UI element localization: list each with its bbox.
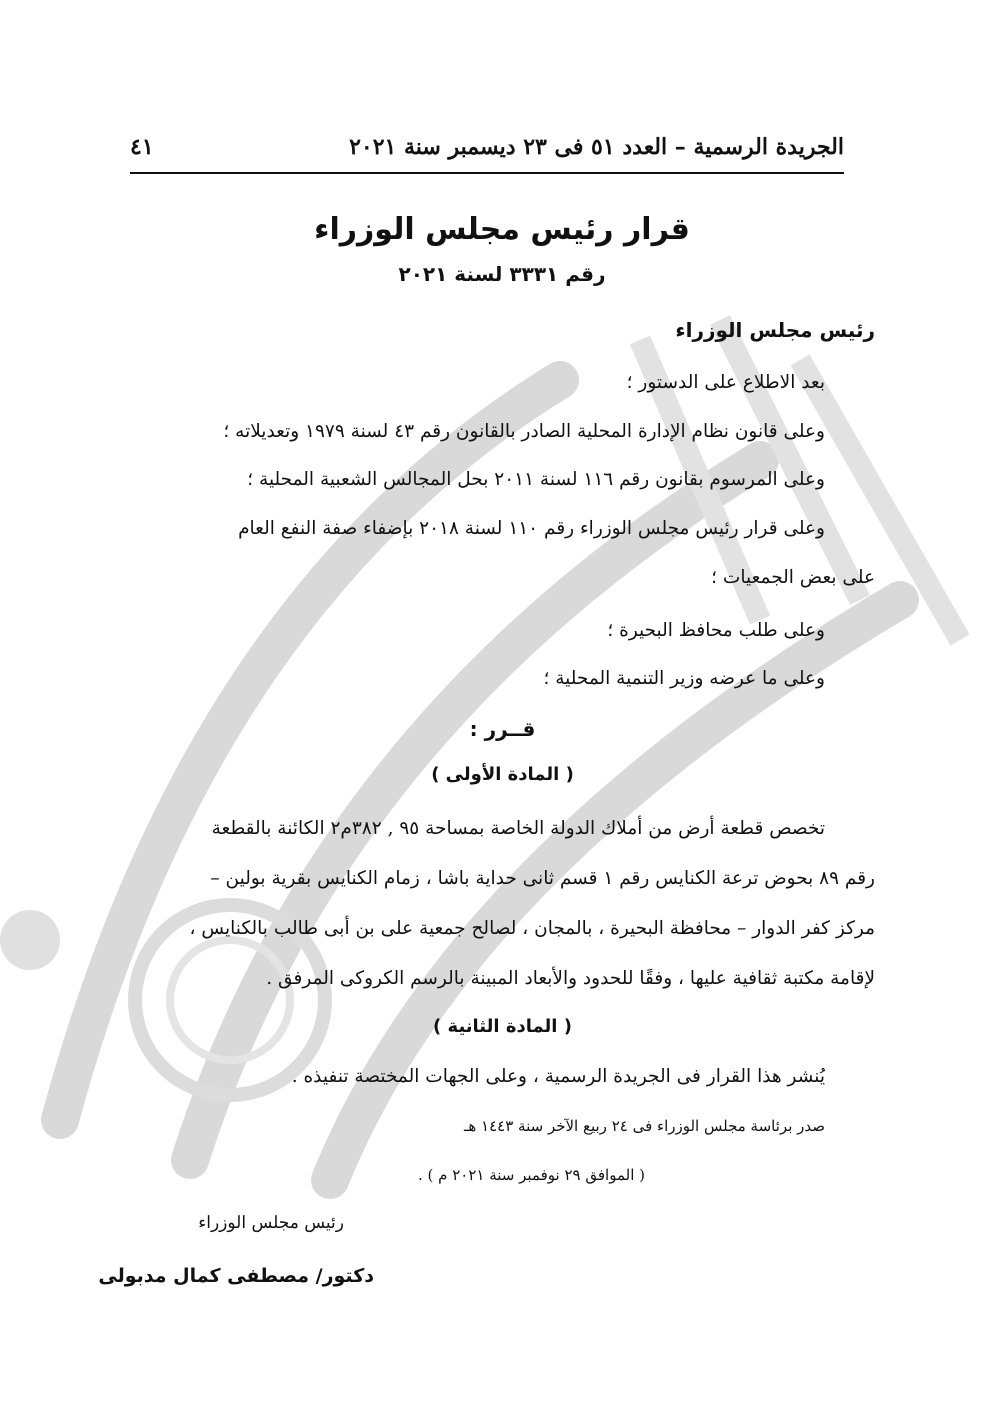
decree-number: رقم ٣٣٣١ لسنة ٢٠٢١ bbox=[398, 262, 606, 286]
decree-title: قرار رئيس مجلس الوزراء bbox=[314, 212, 690, 247]
issued-date-hijri: صدر برئاسة مجلس الوزراء فى ٢٤ ربيع الآخر سنة ١٤٤٣ هـ bbox=[463, 1117, 825, 1135]
gazette-issue-line: الجريدة الرسمية – العدد ٥١ فى ٢٣ ديسمبر سنة ٢٠٢١ bbox=[349, 134, 844, 160]
article-2-line: يُنشر هذا القرار فى الجريدة الرسمية ، وعلى الجهات المختصة تنفيذه . bbox=[291, 1066, 825, 1087]
preamble-line: بعد الاطلاع على الدستور ؛ bbox=[626, 372, 825, 393]
page-number: ٤١ bbox=[130, 134, 154, 160]
preamble-line: وعلى قرار رئيس مجلس الوزراء رقم ١١٠ لسنة ٢٠١٨ بإضفاء صفة النفع العام bbox=[238, 518, 825, 539]
decided-heading: قــرر : bbox=[469, 717, 536, 741]
preamble-line: وعلى قانون نظام الإدارة المحلية الصادر بالقانون رقم ٤٣ لسنة ١٩٧٩ وتعديلاته ؛ bbox=[223, 421, 825, 442]
article-2-title: ( المادة الثانية ) bbox=[433, 1016, 572, 1037]
article-1-line: رقم ٨٩ بحوض ترعة الكنايس رقم ١ قسم ثانى حداية باشا ، زمام الكنايس بقرية بولين – bbox=[210, 868, 875, 889]
preamble-line: وعلى المرسوم بقانون رقم ١١٦ لسنة ٢٠١١ بحل المجالس الشعبية المحلية ؛ bbox=[247, 469, 825, 490]
preamble-heading: رئيس مجلس الوزراء bbox=[675, 318, 875, 342]
preamble-line: وعلى ما عرضه وزير التنمية المحلية ؛ bbox=[543, 668, 825, 689]
article-1-line: تخصص قطعة أرض من أملاك الدولة الخاصة بمساحة ٩٥ , ٣٨٢م٢ الكائنة بالقطعة bbox=[211, 818, 825, 839]
article-1-title: ( المادة الأولى ) bbox=[431, 764, 574, 785]
signature-name: دكتور/ مصطفى كمال مدبولى bbox=[98, 1265, 374, 1287]
issued-date-gregorian: ( الموافق ٢٩ نوفمبر سنة ٢٠٢١ م ) . bbox=[418, 1166, 645, 1184]
article-1-line: مركز كفر الدوار – محافظة البحيرة ، بالمجان ، لصالح جمعية على بن أبى طالب بالكنايس ، bbox=[189, 918, 875, 939]
preamble-line: وعلى طلب محافظ البحيرة ؛ bbox=[607, 620, 825, 641]
decree-body bbox=[130, 0, 875, 1417]
article-1-line: لإقامة مكتبة ثقافية عليها ، وفقًا للحدود والأبعاد المبينة بالرسم الكروكى المرفق . bbox=[266, 968, 875, 989]
signature-role: رئيس مجلس الوزراء bbox=[198, 1213, 344, 1233]
preamble-line: على بعض الجمعيات ؛ bbox=[711, 567, 875, 588]
